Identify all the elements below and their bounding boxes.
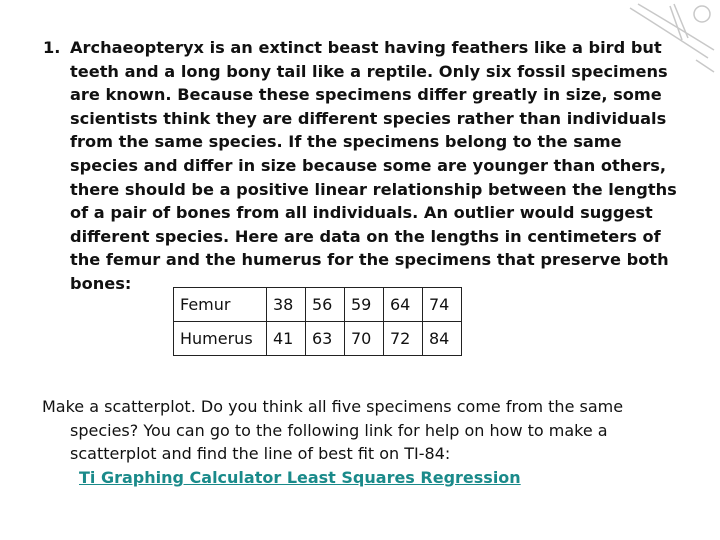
problem-statement: [40, 36, 690, 296]
table-cell: 41: [267, 322, 306, 356]
table-cell: 70: [345, 322, 384, 356]
problem-text: Archaeopteryx is an extinct beast having feathers like a bird but teeth and a long bony tail like a reptile. Only six fossil specimens are known. Because these specimens differ greatly in size, some scientists think they are different species rather than individuals from the same species. If the specimens belong to the same species and differ in size because some are younger than others, there should be a positive linear relationship between the lengths of a pair of bones from all individuals. An outlier would suggest different species. Here are data on the lengths in centimeters of the femur and the humerus for the specimens that preserve both bones:: [70, 38, 677, 293]
data-table: [173, 287, 462, 356]
table-cell: 63: [306, 322, 345, 356]
followup-rest: species? You can go to the following link for help on how to make a scatterplot and find the line of best fit on TI-84:: [70, 420, 608, 464]
table-cell: 72: [384, 322, 423, 356]
row-label: Femur: [174, 288, 267, 322]
followup-text: [42, 395, 692, 489]
table-cell: 56: [306, 288, 345, 322]
row-label: Humerus: [174, 322, 267, 356]
table-cell: 84: [423, 322, 462, 356]
table-cell: 38: [267, 288, 306, 322]
problem-number: 1.: [43, 38, 61, 57]
table-cell: 59: [345, 288, 384, 322]
table-row: [174, 322, 462, 356]
table-row: [174, 288, 462, 322]
table-cell: 74: [423, 288, 462, 322]
table-cell: 64: [384, 288, 423, 322]
ti-regression-link[interactable]: Ti Graphing Calculator Least Squares Regression: [79, 467, 521, 487]
followup-first-line: Make a scatterplot. Do you think all five specimens come from the same: [42, 397, 624, 416]
